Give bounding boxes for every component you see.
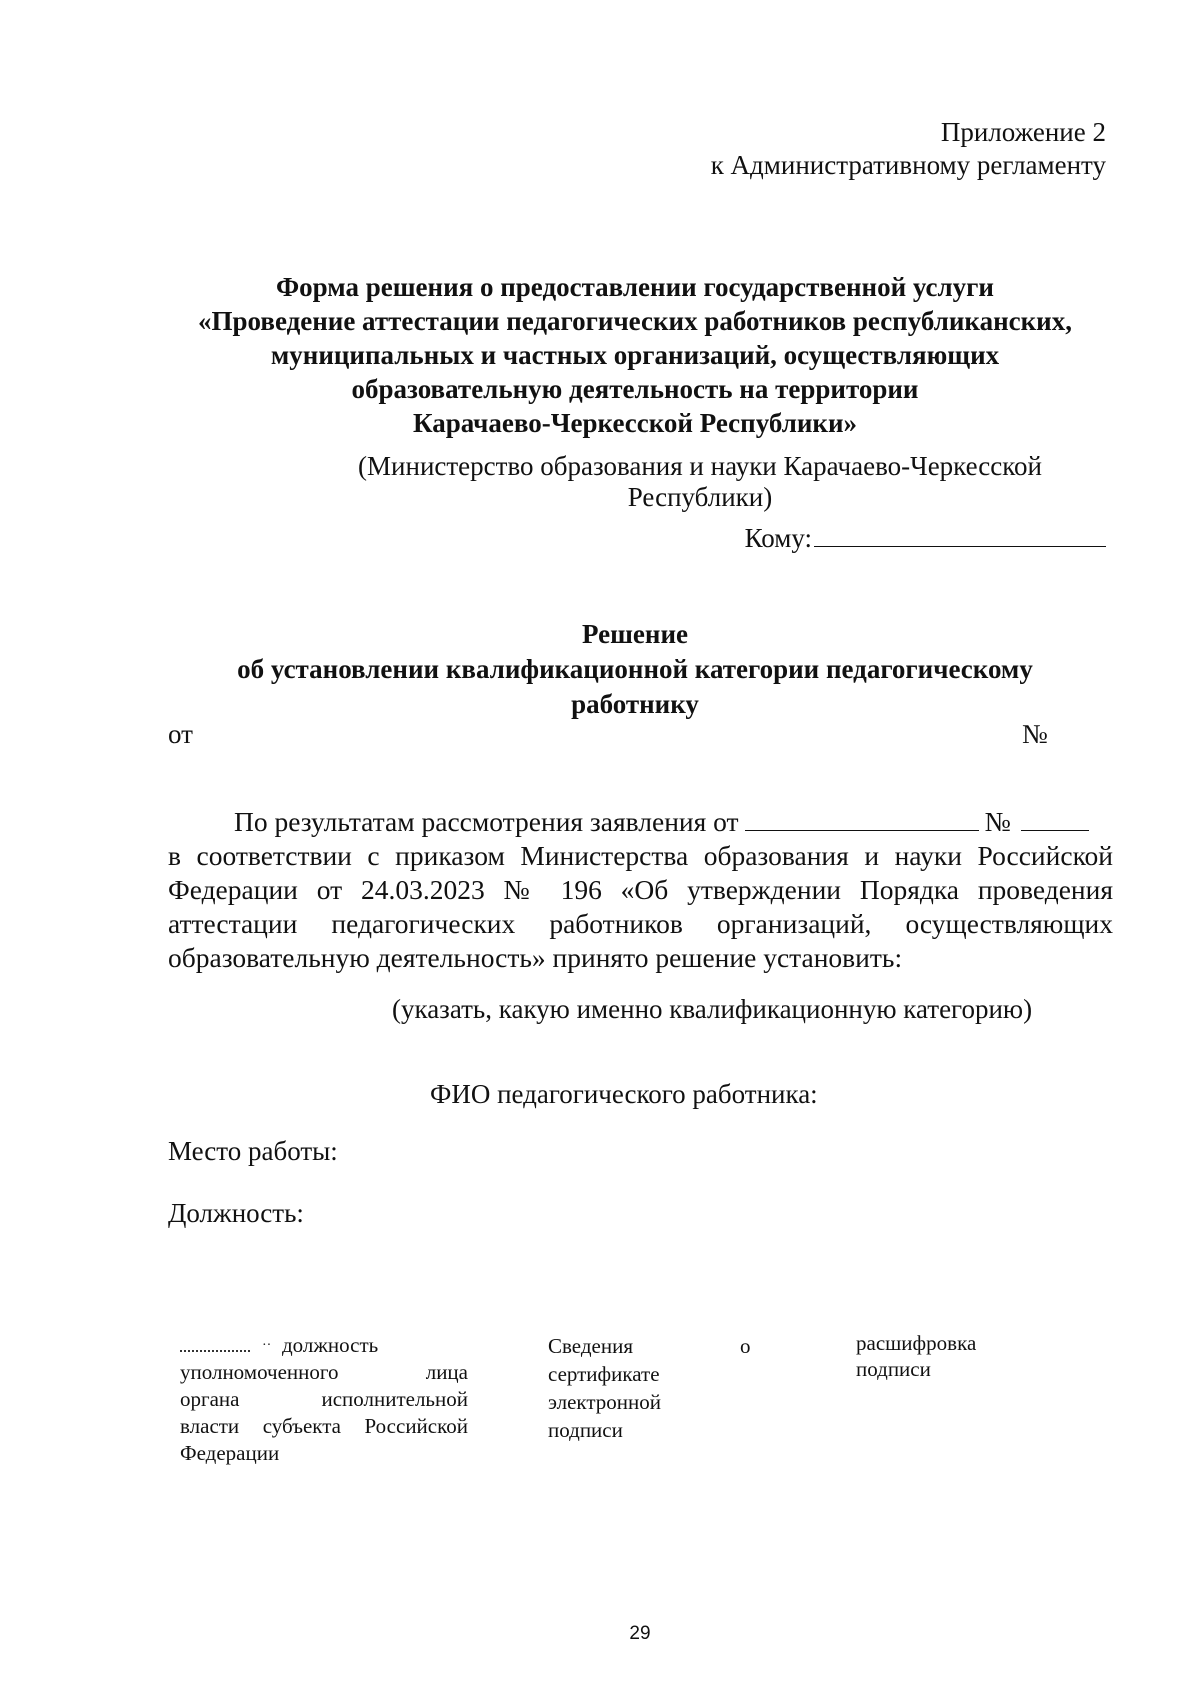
cut-off-text-fragment [180, 1336, 250, 1352]
signature-decoding-column [856, 1330, 1056, 1382]
signature-decoding-line: подписи [856, 1357, 931, 1381]
form-title-line: «Проведение аттестации педагогических работников республиканских, [198, 306, 1072, 336]
teacher-name-label: ФИО педагогического работника: [430, 1079, 818, 1109]
body-line: образовательную деятельность» принято решение установить: [168, 942, 903, 973]
body-line: аттестации педагогических работников организаций, осуществляющих [168, 908, 1113, 939]
certificate-preposition: о [740, 1334, 751, 1358]
form-title-line: Форма решения о предоставлении государственной услуги [275, 272, 994, 302]
ministry-line: Республики) [627, 482, 773, 512]
appendix-reference: к Административному регламенту [710, 150, 1106, 180]
application-number-label: № [984, 806, 1011, 837]
application-date-blank[interactable] [745, 805, 979, 831]
body-line: в соответствии с приказом Министерства образования и науки Российской [168, 840, 1113, 871]
certificate-info-column [548, 1332, 748, 1444]
signatory-line: власти субъекта Российской [180, 1414, 468, 1438]
appendix-number: Приложение 2 [940, 117, 1106, 147]
signatory-line: Федерации [180, 1441, 280, 1465]
form-title-line: образовательную деятельность на территории [351, 374, 919, 404]
recipient-line [745, 520, 1106, 555]
position-label: Должность: [168, 1198, 304, 1228]
page-number: 29 [629, 1623, 651, 1644]
body-first-line-text: По результатам рассмотрения заявления от [234, 806, 739, 837]
appendix-note [711, 116, 1106, 182]
signature-decoding-line: расшифровка [856, 1331, 977, 1355]
decision-title [150, 617, 1120, 722]
decision-number-label: № [1022, 719, 1048, 749]
signatory-position-column [180, 1332, 468, 1467]
body-line: Федерации от 24.03.2023 № 196 «Об утверждении Порядка проведения [168, 874, 1113, 905]
form-title [150, 270, 1120, 440]
cut-off-dots: ·· [262, 1338, 272, 1353]
category-instruction: (указать, какую именно квалификационную категорию) [392, 994, 1033, 1024]
certificate-line: электронной [548, 1390, 662, 1414]
ministry-line: (Министерство образования и науки Карачаево-Черкесской [358, 451, 1042, 481]
signatory-first-line [180, 1332, 468, 1359]
decision-body [168, 805, 1113, 975]
decision-subtitle-line: об установлении квалификационной категории педагогическому [237, 654, 1033, 684]
decision-subtitle-line: работнику [571, 689, 699, 719]
decision-date-label: от [168, 719, 193, 749]
signatory-line: органа исполнительной [180, 1387, 468, 1411]
form-title-line: Карачаево-Черкесской Республики» [412, 408, 858, 438]
certificate-line: Сведения [548, 1334, 633, 1358]
decision-heading: Решение [582, 619, 688, 649]
body-first-line [168, 805, 1113, 839]
signatory-first-word: должность [282, 1333, 379, 1357]
signatory-line: уполномоченного лица [180, 1360, 468, 1384]
application-number-blank[interactable] [1021, 805, 1089, 831]
form-title-line: муниципальных и частных организаций, осуществляющих [270, 340, 1000, 370]
workplace-label: Место работы: [168, 1136, 338, 1166]
recipient-label: Кому: [744, 523, 812, 553]
ministry-name [330, 451, 1070, 513]
certificate-line: подписи [548, 1418, 623, 1442]
certificate-line: сертификате [548, 1362, 660, 1386]
recipient-blank-field[interactable] [814, 520, 1106, 547]
